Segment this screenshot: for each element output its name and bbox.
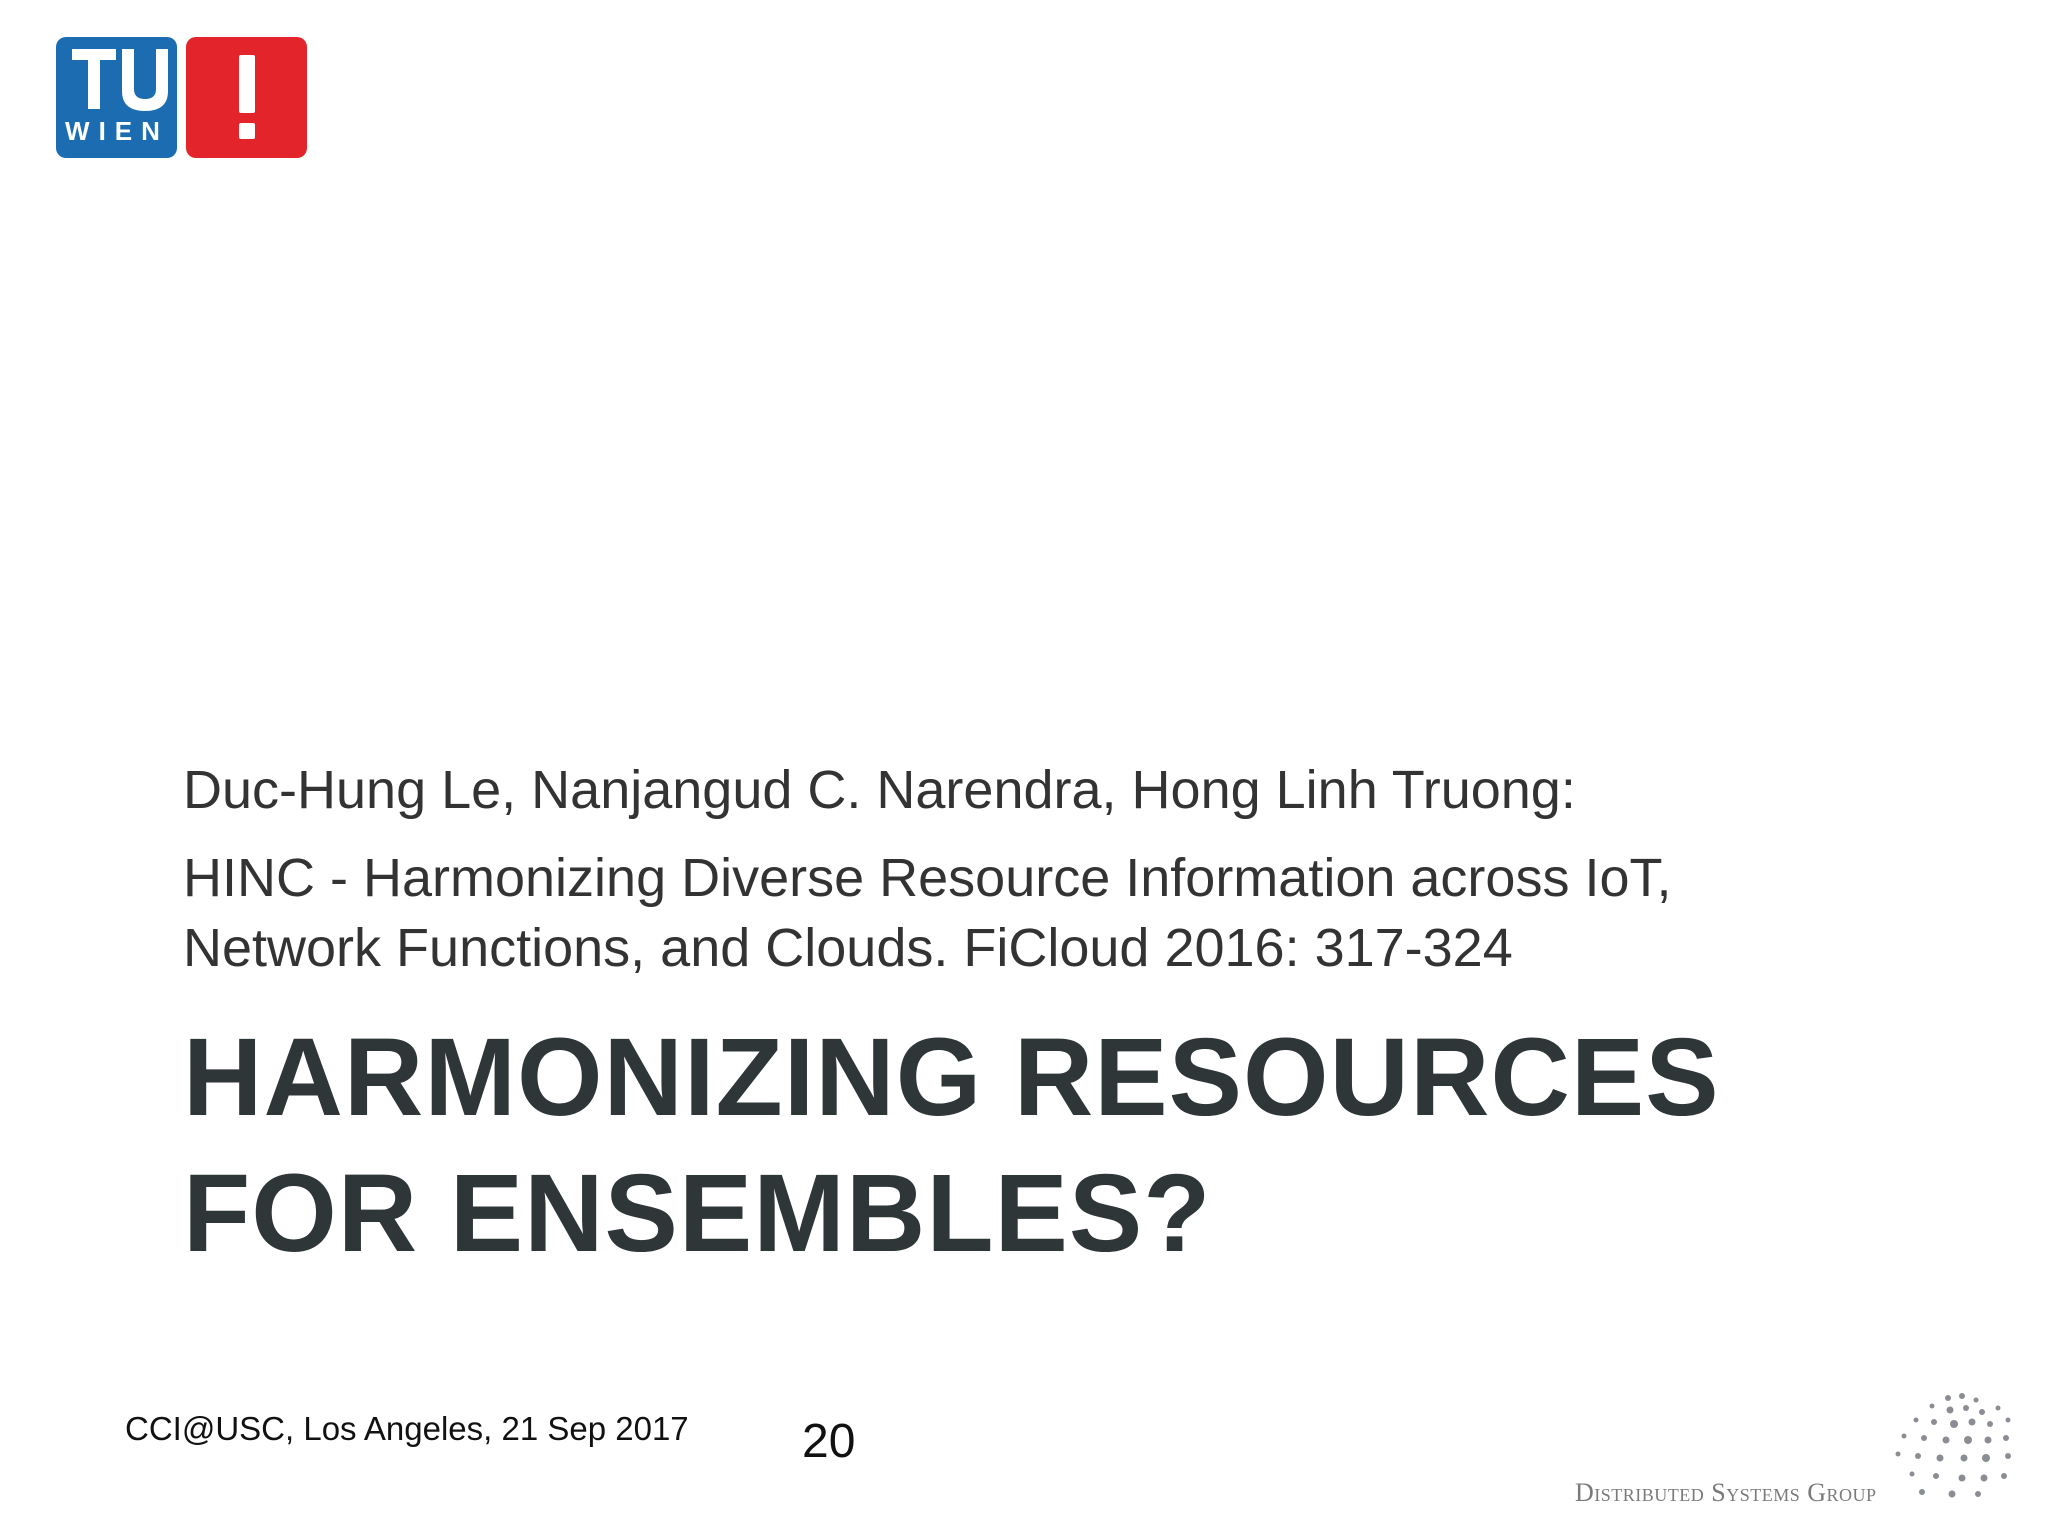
dsg-wordmark: Distributed Systems Group — [1575, 1478, 1877, 1507]
reference — [183, 843, 1883, 983]
authors: Duc-Hung Le, Nanjangud C. Narendra, Hong Linh Truong: — [183, 760, 1576, 820]
dsg-dots-logo — [1870, 1390, 2020, 1510]
reference-line-1: HINC - Harmonizing Diverse Resource Information across IoT, — [183, 848, 1672, 908]
reference-line-2: Network Functions, and Clouds. FiCloud 2016: 317-324 — [183, 918, 1513, 978]
tu-wien-logo — [56, 37, 307, 158]
page-number: 20 — [802, 1415, 856, 1468]
title-line-1: HARMONIZING RESOURCES — [183, 1016, 1720, 1139]
slide-title — [183, 1010, 1720, 1282]
title-line-2: FOR ENSEMBLES? — [183, 1152, 1212, 1275]
footer-event: CCI@USC, Los Angeles, 21 Sep 2017 — [125, 1410, 689, 1447]
svg-text:WIEN: WIEN — [65, 116, 169, 146]
